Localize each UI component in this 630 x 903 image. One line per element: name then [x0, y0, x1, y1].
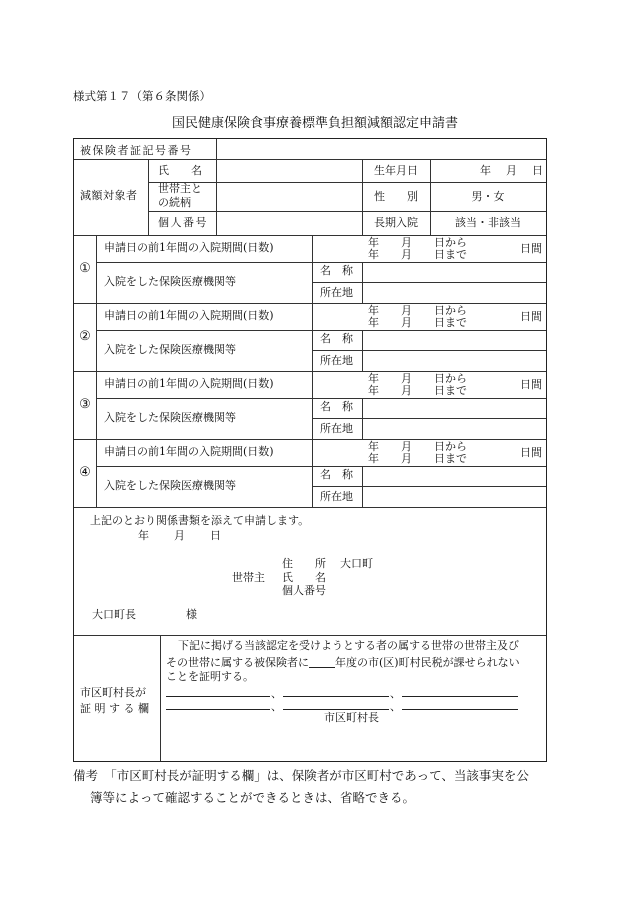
divider: [96, 262, 312, 263]
period-marker: ①: [79, 261, 91, 276]
address-value: 大口町: [340, 557, 373, 570]
divider: [96, 398, 312, 399]
certification-label: 市区町村長が: [80, 686, 146, 699]
certification-text-2: その世帯に属する被保険者に 年度の市(区)町村民税が課せられない: [166, 656, 520, 669]
divider: [160, 635, 161, 761]
period-marker: ②: [79, 329, 91, 344]
remark-note-2: 簿等によって確認することができるときは、省略できる。: [90, 790, 416, 805]
certification-text-3: ことを証明する。: [166, 670, 254, 683]
address-label: 住 所: [282, 557, 326, 570]
institution-address-label: 所在地: [320, 422, 353, 435]
divider: [312, 262, 546, 263]
period-length-label: 申請日の前1年間の入院期間(日数): [104, 241, 274, 254]
divider: [312, 303, 313, 371]
application-form: [73, 138, 547, 762]
institution-label: 入院をした保険医療機関等: [104, 411, 236, 424]
divider: [148, 159, 149, 235]
period-to: 年 月 日まで: [368, 316, 467, 329]
divider: [312, 398, 546, 399]
divider: [74, 159, 546, 160]
subject-id-label: 個人番号: [158, 216, 208, 229]
head-name-label: 氏 名: [282, 571, 326, 584]
period-from: 年 月 日から: [368, 372, 467, 385]
divider: [312, 235, 313, 303]
blank-line: [166, 709, 270, 710]
period-days: 日間: [520, 242, 542, 255]
gender-label: 性 別: [374, 190, 418, 203]
period-marker: ④: [79, 465, 91, 480]
divider: [312, 439, 313, 507]
household-head-label: 世帯主: [232, 571, 265, 584]
honorific: 様: [186, 608, 197, 621]
separator: 、: [271, 687, 282, 700]
divider: [74, 439, 546, 440]
subject-label: 減額対象者: [80, 189, 138, 202]
institution-name-label: 名 称: [320, 264, 353, 277]
long-stay-options: 該当・非該当: [455, 216, 521, 229]
period-to: 年 月 日まで: [368, 452, 467, 465]
divider: [96, 235, 97, 507]
institution-address-label: 所在地: [320, 490, 353, 503]
period-to: 年 月 日まで: [368, 384, 467, 397]
institution-label: 入院をした保険医療機関等: [104, 343, 236, 356]
divider: [148, 182, 546, 183]
gender-options: 男・女: [471, 190, 505, 203]
mayor-label: 市区町村長: [324, 711, 379, 724]
period-length-label: 申請日の前1年間の入院期間(日数): [104, 309, 274, 322]
period-from: 年 月 日から: [368, 440, 467, 453]
declaration-statement: 上記のとおり関係書類を添えて申請します。: [90, 514, 310, 527]
institution-label: 入院をした保険医療機関等: [104, 275, 236, 288]
relation-label-2: の続柄: [158, 196, 191, 209]
divider: [74, 303, 546, 304]
period-days: 日間: [520, 446, 542, 459]
institution-address-label: 所在地: [320, 286, 353, 299]
divider: [362, 262, 363, 303]
institution-name-label: 名 称: [320, 332, 353, 345]
certification-text: 下記に掲げる当該認定を受けようとする者の属する世帯の世帯主及び: [178, 639, 519, 652]
form-title: 国民健康保険食事療養標準負担額減額認定申請書: [171, 116, 458, 131]
separator: 、: [390, 687, 401, 700]
birth-value: 年 月 日: [480, 164, 545, 177]
divider: [312, 418, 546, 419]
divider: [74, 507, 546, 508]
birth-label: 生年月日: [374, 164, 418, 177]
divider: [96, 466, 312, 467]
period-length-label: 申請日の前1年間の入院期間(日数): [104, 377, 274, 390]
period-marker: ③: [79, 397, 91, 412]
institution-name-label: 名 称: [320, 400, 353, 413]
divider: [362, 330, 363, 371]
period-to: 年 月 日まで: [368, 248, 467, 261]
blank-line: [283, 696, 389, 697]
remark-note: 備考 「市区町村長が証明する欄」は、保険者が市区町村であって、当該事実を公: [73, 768, 529, 783]
period-from: 年 月 日から: [368, 236, 467, 249]
institution-name-label: 名 称: [320, 468, 353, 481]
addressee: 大口町長: [92, 608, 136, 621]
relation-label: 世帯主と: [158, 182, 202, 195]
period-days: 日間: [520, 378, 542, 391]
declaration-date: 年 月 日: [138, 529, 222, 542]
divider: [312, 350, 546, 351]
divider: [216, 139, 217, 159]
divider: [216, 159, 217, 235]
divider: [74, 635, 546, 636]
blank-line: [166, 696, 270, 697]
subject-name-label: 氏 名: [158, 164, 202, 177]
form-number: 様式第１７（第６条関係）: [73, 89, 211, 103]
period-length-label: 申請日の前1年間の入院期間(日数): [104, 445, 274, 458]
period-days: 日間: [520, 310, 542, 323]
blank-line: [402, 696, 518, 697]
divider: [312, 486, 546, 487]
divider: [312, 330, 546, 331]
divider: [362, 466, 363, 507]
separator: 、: [390, 700, 401, 713]
divider: [312, 466, 546, 467]
long-stay-label: 長期入院: [374, 216, 418, 229]
insured-number-label: 被保険者証記号番号: [80, 144, 193, 157]
period-from: 年 月 日から: [368, 304, 467, 317]
divider: [74, 235, 546, 236]
certification-label-2: 証 明 す る 欄: [80, 702, 149, 715]
divider: [148, 211, 546, 212]
institution-address-label: 所在地: [320, 354, 353, 367]
blank-line: [402, 709, 518, 710]
separator: 、: [271, 700, 282, 713]
institution-label: 入院をした保険医療機関等: [104, 479, 236, 492]
blank-line: [283, 709, 389, 710]
divider: [74, 371, 546, 372]
divider: [312, 371, 313, 439]
divider: [312, 282, 546, 283]
divider: [362, 398, 363, 439]
divider: [96, 330, 312, 331]
head-id-label: 個人番号: [282, 584, 326, 597]
